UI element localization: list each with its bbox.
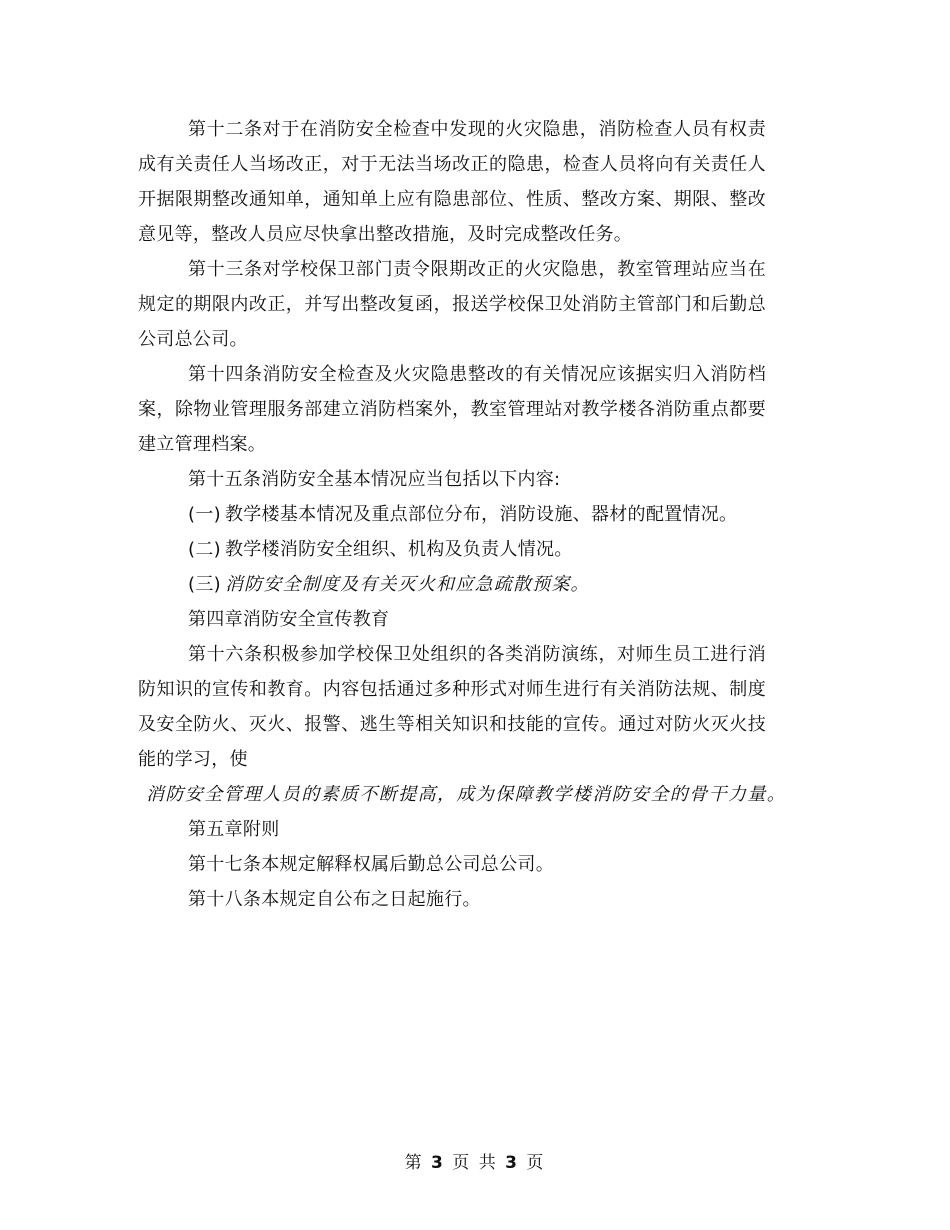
footer-suffix: 页 <box>526 1153 546 1173</box>
chapter-5-heading: 第五章附则 <box>188 819 280 840</box>
list-item-number: (一) <box>188 504 221 525</box>
article-12: 第十二条对于在消防安全检查中发现的火灾隐患，消防检查人员有权责成有关责任人当场改正，对于无法当场改正的隐患，检查人员将向有关责任人开据限期整改通知单，通知单上应有隐患部位、性质、整改方案、期限、整改意见等，整改人员应尽快拿出整改措施，及时完成整改任务。 <box>138 119 766 245</box>
article-15: 第十五条消防安全基本情况应当包括以下内容: <box>188 469 561 490</box>
footer-mid: 页 共 <box>452 1153 498 1173</box>
footer-current-page: 3 <box>431 1153 445 1173</box>
list-item-number: (二) <box>188 539 221 560</box>
list-item-number: (三) <box>188 574 221 595</box>
footer-prefix: 第 <box>404 1153 424 1173</box>
article-17: 第十七条本规定解释权属后勤总公司总公司。 <box>188 854 554 875</box>
article-16: 第十六条积极参加学校保卫处组织的各类消防演练，对师生员工进行消防知识的宣传和教育。内容包括通过多种形式对师生进行有关消防法规、制度及安全防火、灭火、报警、逃生等相关知识和技能的宣传。通过对防火灭火技能的学习，使 <box>138 644 766 770</box>
list-item-1 <box>138 497 766 532</box>
document-body <box>138 112 787 917</box>
chapter-4-heading: 第四章消防安全宣传教育 <box>188 609 390 630</box>
list-item-2 <box>138 532 766 567</box>
page-footer <box>0 1148 950 1173</box>
list-item-text: 教学楼基本情况及重点部位分布，消防设施、器材的配置情况。 <box>224 504 738 525</box>
list-item-3 <box>138 567 766 602</box>
footer-total-pages: 3 <box>505 1153 519 1173</box>
article-14: 第十四条消防安全检查及火灾隐患整改的有关情况应该据实归入消防档案，除物业管理服务部建立消防档案外，教室管理站对教学楼各消防重点都要建立管理档案。 <box>138 364 766 455</box>
list-item-text: 消防安全制度及有关灭火和应急疏散预案。 <box>224 574 590 595</box>
list-item-text: 教学楼消防安全组织、机构及负责人情况。 <box>224 539 573 560</box>
article-13: 第十三条对学校保卫部门责令限期改正的火灾隐患，教室管理站应当在规定的期限内改正，并写出整改复函，报送学校保卫处消防主管部门和后勤总公司总公司。 <box>138 259 766 350</box>
article-18: 第十八条本规定自公布之日起施行。 <box>188 889 481 910</box>
article-16-continued: 消防安全管理人员的素质不断提高，成为保障教学楼消防安全的骨干力量。 <box>146 784 787 805</box>
